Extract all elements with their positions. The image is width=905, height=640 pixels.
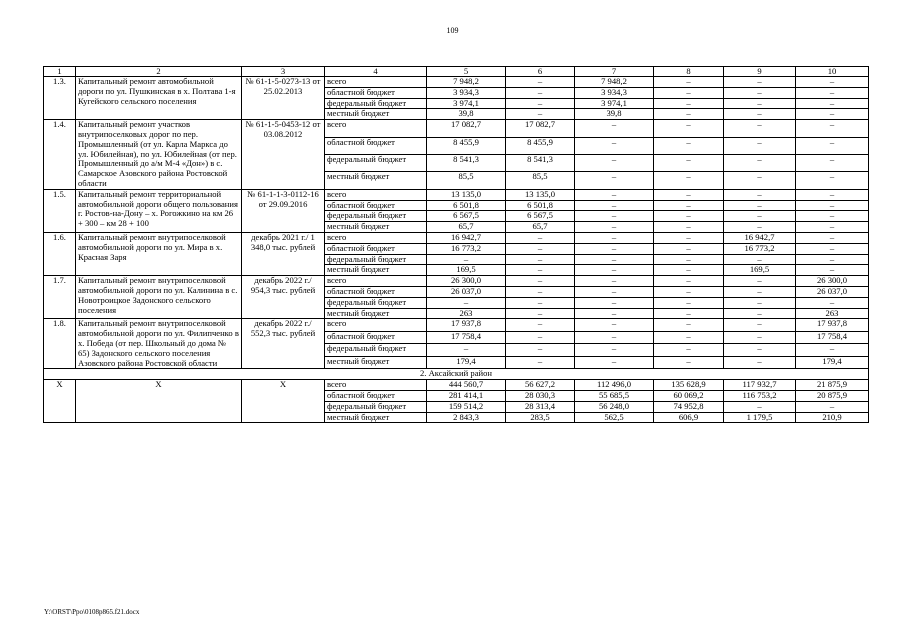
amount-cell: –: [575, 211, 654, 222]
funding-source: всего: [325, 120, 427, 137]
amount-cell: –: [506, 344, 575, 356]
amount-cell: –: [427, 344, 506, 356]
funding-source: всего: [325, 276, 427, 287]
footer-file-path: Y:\ORST\Ppo\0108p865.f21.docx: [44, 608, 140, 616]
amount-cell: 17 082,7: [506, 120, 575, 137]
amount-cell: 17 758,4: [427, 331, 506, 343]
funding-source: местный бюджет: [325, 222, 427, 233]
funding-source: областной бюджет: [325, 390, 427, 401]
amount-cell: 13 135,0: [506, 189, 575, 200]
amount-cell: –: [724, 276, 796, 287]
amount-cell: 26 037,0: [796, 286, 869, 297]
amount-cell: –: [796, 137, 869, 154]
amount-cell: –: [796, 344, 869, 356]
amount-cell: 116 753,2: [724, 390, 796, 401]
amount-cell: –: [506, 243, 575, 254]
region-title-row: [44, 369, 869, 380]
amount-cell: –: [575, 222, 654, 233]
funding-source: всего: [325, 319, 427, 331]
item-number: 1.3.: [44, 77, 76, 120]
amount-cell: –: [654, 154, 724, 171]
amount-cell: –: [654, 77, 724, 88]
amount-cell: –: [796, 120, 869, 137]
amount-cell: 6 567,5: [506, 211, 575, 222]
amount-cell: –: [724, 286, 796, 297]
amount-cell: 8 455,9: [427, 137, 506, 154]
funding-source: местный бюджет: [325, 265, 427, 276]
amount-cell: 159 514,2: [427, 401, 506, 412]
amount-cell: –: [796, 98, 869, 109]
amount-cell: –: [654, 276, 724, 287]
amount-cell: 3 934,3: [575, 87, 654, 98]
amount-cell: –: [575, 286, 654, 297]
amount-cell: 17 937,8: [796, 319, 869, 331]
amount-cell: –: [654, 172, 724, 189]
amount-cell: –: [796, 254, 869, 265]
amount-cell: 55 685,5: [575, 390, 654, 401]
item-document: № 61-1-1-3-0112-16 от 29.09.2016: [242, 189, 325, 232]
funding-source: федеральный бюджет: [325, 297, 427, 308]
funding-source: областной бюджет: [325, 331, 427, 343]
amount-cell: 65,7: [427, 222, 506, 233]
amount-cell: 444 560,7: [427, 380, 506, 391]
amount-cell: –: [427, 297, 506, 308]
amount-cell: –: [796, 401, 869, 412]
amount-cell: –: [796, 243, 869, 254]
amount-cell: 169,5: [724, 265, 796, 276]
amount-cell: –: [654, 87, 724, 98]
amount-cell: –: [506, 87, 575, 98]
item-document: декабрь 2022 г./ 552,3 тыс. рублей: [242, 319, 325, 369]
amount-cell: –: [575, 344, 654, 356]
funding-source: областной бюджет: [325, 137, 427, 154]
item-name: Капитальный ремонт внутрипоселковой автомобильной дороги по ул. Калинина в с. Новотроицкое Задонского сельского поселения: [76, 276, 242, 319]
amount-cell: 13 135,0: [427, 189, 506, 200]
amount-cell: –: [724, 189, 796, 200]
amount-cell: 28 030,3: [506, 390, 575, 401]
amount-cell: 74 952,8: [654, 401, 724, 412]
amount-cell: –: [796, 265, 869, 276]
amount-cell: –: [575, 276, 654, 287]
amount-cell: 281 414,1: [427, 390, 506, 401]
amount-cell: 112 496,0: [575, 380, 654, 391]
funding-source: федеральный бюджет: [325, 401, 427, 412]
table-body: [44, 67, 869, 423]
column-header: 2: [76, 67, 242, 77]
amount-cell: 283,5: [506, 412, 575, 423]
amount-cell: 117 932,7: [724, 380, 796, 391]
amount-cell: –: [724, 77, 796, 88]
amount-cell: –: [724, 211, 796, 222]
amount-cell: –: [796, 297, 869, 308]
amount-cell: –: [506, 319, 575, 331]
amount-cell: –: [506, 356, 575, 369]
funding-source: местный бюджет: [325, 172, 427, 189]
amount-cell: –: [575, 356, 654, 369]
amount-cell: –: [506, 254, 575, 265]
amount-cell: 60 069,2: [654, 390, 724, 401]
table-row: [44, 120, 869, 137]
region-title: 2. Аксайский район: [44, 369, 869, 380]
amount-cell: 6 567,5: [427, 211, 506, 222]
amount-cell: –: [506, 109, 575, 120]
column-header: 3: [242, 67, 325, 77]
amount-cell: –: [724, 356, 796, 369]
table-row: [44, 232, 869, 243]
amount-cell: 85,5: [427, 172, 506, 189]
amount-cell: –: [654, 98, 724, 109]
amount-cell: –: [654, 331, 724, 343]
funding-source: областной бюджет: [325, 243, 427, 254]
funding-source: местный бюджет: [325, 308, 427, 319]
column-number-row: [44, 67, 869, 77]
item-name: Х: [76, 380, 242, 423]
item-document: декабрь 2021 г./ 1 348,0 тыс. рублей: [242, 232, 325, 275]
amount-cell: –: [724, 222, 796, 233]
amount-cell: 17 937,8: [427, 319, 506, 331]
amount-cell: 179,4: [427, 356, 506, 369]
funding-source: федеральный бюджет: [325, 344, 427, 356]
amount-cell: 6 501,8: [506, 200, 575, 211]
amount-cell: –: [575, 137, 654, 154]
column-header: 6: [506, 67, 575, 77]
item-number: 1.7.: [44, 276, 76, 319]
amount-cell: –: [654, 265, 724, 276]
amount-cell: –: [724, 154, 796, 171]
table-row: [44, 380, 869, 391]
column-header: 8: [654, 67, 724, 77]
amount-cell: 606,9: [654, 412, 724, 423]
amount-cell: –: [575, 120, 654, 137]
funding-source: федеральный бюджет: [325, 154, 427, 171]
amount-cell: 6 501,8: [427, 200, 506, 211]
funding-source: федеральный бюджет: [325, 211, 427, 222]
amount-cell: –: [796, 211, 869, 222]
amount-cell: –: [506, 297, 575, 308]
table-row: [44, 276, 869, 287]
amount-cell: –: [575, 172, 654, 189]
amount-cell: 16 942,7: [427, 232, 506, 243]
column-header: 7: [575, 67, 654, 77]
amount-cell: –: [575, 243, 654, 254]
amount-cell: –: [654, 356, 724, 369]
amount-cell: –: [506, 98, 575, 109]
amount-cell: 26 037,0: [427, 286, 506, 297]
amount-cell: –: [654, 211, 724, 222]
amount-cell: 28 313,4: [506, 401, 575, 412]
amount-cell: –: [724, 200, 796, 211]
amount-cell: –: [654, 222, 724, 233]
amount-cell: –: [654, 200, 724, 211]
amount-cell: 7 948,2: [575, 77, 654, 88]
amount-cell: –: [506, 276, 575, 287]
amount-cell: –: [575, 154, 654, 171]
amount-cell: 56 248,0: [575, 401, 654, 412]
amount-cell: 26 300,0: [427, 276, 506, 287]
funding-source: областной бюджет: [325, 200, 427, 211]
amount-cell: 39,8: [427, 109, 506, 120]
amount-cell: 21 875,9: [796, 380, 869, 391]
amount-cell: 8 541,3: [506, 154, 575, 171]
amount-cell: 17 758,4: [796, 331, 869, 343]
item-name: Капитальный ремонт внутрипоселковой автомобильной дороги по ул. Филипченко в х. Победа (от пер. Школьный до дома № 65) Задонского сельского поселения Азовского района Ростовской области: [76, 319, 242, 369]
amount-cell: –: [654, 254, 724, 265]
item-name: Капитальный ремонт участков внутрипоселковых дорог по пер. Промышленный (от ул. Карла Маркса до ул. Юбилейная), по ул. Юбилейная (от пер. Промышленный до а/м М-4 «Дон») в с. Самарское Азовского района Ростовской области: [76, 120, 242, 190]
amount-cell: –: [796, 154, 869, 171]
amount-cell: –: [654, 137, 724, 154]
amount-cell: –: [654, 232, 724, 243]
item-number: Х: [44, 380, 76, 423]
funding-source: всего: [325, 77, 427, 88]
amount-cell: 1 179,5: [724, 412, 796, 423]
amount-cell: –: [506, 265, 575, 276]
amount-cell: –: [796, 172, 869, 189]
amount-cell: –: [654, 308, 724, 319]
funding-source: местный бюджет: [325, 356, 427, 369]
amount-cell: –: [724, 308, 796, 319]
amount-cell: –: [506, 77, 575, 88]
amount-cell: –: [724, 172, 796, 189]
amount-cell: –: [724, 344, 796, 356]
column-header: 5: [427, 67, 506, 77]
item-document: декабрь 2022 г./ 954,3 тыс. рублей: [242, 276, 325, 319]
amount-cell: –: [654, 243, 724, 254]
table-row: [44, 189, 869, 200]
item-document: Х: [242, 380, 325, 423]
item-document: № 61-1-5-0453-12 от 03.08.2012: [242, 120, 325, 190]
amount-cell: –: [724, 331, 796, 343]
amount-cell: –: [575, 319, 654, 331]
amount-cell: 56 627,2: [506, 380, 575, 391]
amount-cell: –: [796, 87, 869, 98]
item-name: Капитальный ремонт территориальной автомобильной дороги общего пользования г. Ростов-на-Дону – х. Рогожкино на км 26 + 300 – км 28 + 100: [76, 189, 242, 232]
amount-cell: –: [724, 319, 796, 331]
amount-cell: –: [796, 222, 869, 233]
amount-cell: 16 773,2: [427, 243, 506, 254]
amount-cell: 179,4: [796, 356, 869, 369]
amount-cell: 8 455,9: [506, 137, 575, 154]
amount-cell: 135 628,9: [654, 380, 724, 391]
page-number: 109: [446, 26, 459, 35]
amount-cell: –: [575, 308, 654, 319]
amount-cell: 169,5: [427, 265, 506, 276]
amount-cell: 7 948,2: [427, 77, 506, 88]
amount-cell: –: [796, 189, 869, 200]
amount-cell: 16 773,2: [724, 243, 796, 254]
amount-cell: –: [575, 331, 654, 343]
amount-cell: –: [724, 109, 796, 120]
funding-source: федеральный бюджет: [325, 254, 427, 265]
item-number: 1.4.: [44, 120, 76, 190]
column-header: 10: [796, 67, 869, 77]
amount-cell: –: [506, 331, 575, 343]
budget-table: [43, 66, 869, 423]
funding-source: федеральный бюджет: [325, 98, 427, 109]
amount-cell: 8 541,3: [427, 154, 506, 171]
amount-cell: 20 875,9: [796, 390, 869, 401]
funding-source: местный бюджет: [325, 109, 427, 120]
amount-cell: –: [796, 200, 869, 211]
amount-cell: 3 934,3: [427, 87, 506, 98]
amount-cell: 17 082,7: [427, 120, 506, 137]
amount-cell: –: [575, 232, 654, 243]
funding-source: всего: [325, 232, 427, 243]
amount-cell: –: [427, 254, 506, 265]
column-header: 4: [325, 67, 427, 77]
amount-cell: 16 942,7: [724, 232, 796, 243]
item-number: 1.8.: [44, 319, 76, 369]
item-number: 1.5.: [44, 189, 76, 232]
amount-cell: –: [654, 319, 724, 331]
amount-cell: –: [796, 232, 869, 243]
amount-cell: 26 300,0: [796, 276, 869, 287]
funding-source: областной бюджет: [325, 87, 427, 98]
amount-cell: –: [575, 189, 654, 200]
amount-cell: –: [575, 297, 654, 308]
amount-cell: 3 974,1: [575, 98, 654, 109]
amount-cell: –: [506, 286, 575, 297]
amount-cell: –: [575, 254, 654, 265]
amount-cell: –: [654, 109, 724, 120]
amount-cell: 65,7: [506, 222, 575, 233]
funding-source: областной бюджет: [325, 286, 427, 297]
column-header: 9: [724, 67, 796, 77]
amount-cell: –: [724, 297, 796, 308]
amount-cell: –: [575, 265, 654, 276]
amount-cell: 39,8: [575, 109, 654, 120]
amount-cell: –: [654, 344, 724, 356]
amount-cell: 3 974,1: [427, 98, 506, 109]
amount-cell: –: [724, 137, 796, 154]
amount-cell: 2 843,3: [427, 412, 506, 423]
amount-cell: –: [724, 87, 796, 98]
amount-cell: 210,9: [796, 412, 869, 423]
amount-cell: –: [796, 77, 869, 88]
item-document: № 61-1-5-0273-13 от 25.02.2013: [242, 77, 325, 120]
item-name: Капитальный ремонт внутрипоселковой автомобильной дороги по ул. Мира в х. Красная Заря: [76, 232, 242, 275]
amount-cell: –: [796, 109, 869, 120]
amount-cell: 263: [796, 308, 869, 319]
amount-cell: –: [724, 98, 796, 109]
amount-cell: –: [654, 189, 724, 200]
funding-source: всего: [325, 380, 427, 391]
amount-cell: –: [506, 232, 575, 243]
amount-cell: –: [506, 308, 575, 319]
amount-cell: –: [654, 120, 724, 137]
column-header: 1: [44, 67, 76, 77]
amount-cell: –: [724, 120, 796, 137]
amount-cell: –: [724, 401, 796, 412]
table-row: [44, 77, 869, 88]
item-name: Капитальный ремонт автомобильной дороги по ул. Пушкинская в х. Полтава 1-я Кугейского сельского поселения: [76, 77, 242, 120]
amount-cell: –: [575, 200, 654, 211]
amount-cell: –: [654, 297, 724, 308]
amount-cell: 562,5: [575, 412, 654, 423]
amount-cell: –: [724, 254, 796, 265]
amount-cell: –: [654, 286, 724, 297]
item-number: 1.6.: [44, 232, 76, 275]
funding-source: всего: [325, 189, 427, 200]
amount-cell: 85,5: [506, 172, 575, 189]
table-row: [44, 319, 869, 331]
funding-source: местный бюджет: [325, 412, 427, 423]
amount-cell: 263: [427, 308, 506, 319]
